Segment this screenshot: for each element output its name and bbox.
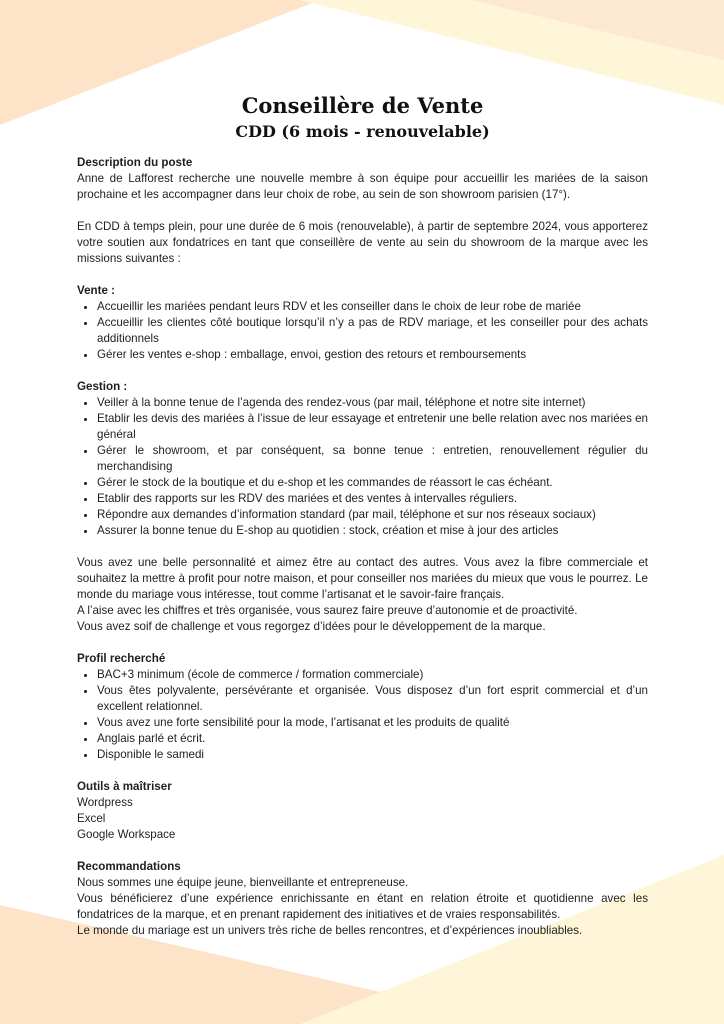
list-item: • BAC+3 minimum (école de commerce / formation commerciale) bbox=[97, 667, 648, 683]
personnalite-paragraph-1: Vous avez une belle personnalité et aimez être au contact des autres. Vous avez la fibre commerciale et souhaitez la mettre à profit pour notre maison, et pour conseiller nos mariées du mieux que vous le pourrez. Le monde du mariage vous intéresse, tout comme l’artisanat et le savoir-faire français. bbox=[77, 556, 648, 601]
outil-item: Google Workspace bbox=[77, 828, 176, 841]
list-item: • Répondre aux demandes d’information standard (par mail, téléphone et sur nos réseaux sociaux) bbox=[97, 507, 648, 523]
list-item: • Disponible le samedi bbox=[97, 747, 648, 763]
outils-heading: Outils à maîtriser bbox=[77, 780, 172, 793]
page-title: Conseillère de Vente bbox=[241, 93, 484, 118]
description-paragraph-1: Anne de Lafforest recherche une nouvelle membre à son équipe pour accueillir les mariées de la saison prochaine et les accompagner dans leur choix de robe, au sein de son showroom parisien (17°). bbox=[77, 172, 648, 201]
list-item: • Gérer les ventes e-shop : emballage, envoi, gestion des retours et remboursements bbox=[97, 347, 648, 363]
vente-list bbox=[77, 299, 648, 363]
personnalite-paragraph-3: Vous avez soif de challenge et vous regorgez d’idées pour le développement de la marque. bbox=[77, 620, 546, 633]
description-paragraph-2: En CDD à temps plein, pour une durée de 6 mois (renouvelable), à partir de septembre 2024, vous apporterez votre soutien aux fondatrices en tant que conseillère de vente au sein du showroom de la marque avec les missions suivantes : bbox=[77, 220, 648, 265]
personnalite-section bbox=[77, 555, 648, 635]
recommandations-heading: Recommandations bbox=[77, 860, 181, 873]
vente-section bbox=[77, 283, 648, 363]
recommandations-paragraph-2: Vous bénéficierez d’une expérience enrichissante en étant en relation étroite et quotidienne avec les fondatrices de la marque, et en prenant rapidement des initiatives et de vraies responsabilités. bbox=[77, 892, 648, 921]
list-item: • Accueillir les clientes côté boutique lorsqu’il n’y a pas de RDV mariage, et les conseiller pour des achats additionnels bbox=[97, 315, 648, 347]
list-item: • Vous êtes polyvalente, persévérante et organisée. Vous disposez d’un fort esprit commercial et d’un excellent relationnel. bbox=[97, 683, 648, 715]
profil-heading: Profil recherché bbox=[77, 652, 166, 665]
outil-item: Excel bbox=[77, 812, 106, 825]
gestion-section bbox=[77, 379, 648, 539]
profil-section bbox=[77, 651, 648, 763]
list-item: • Accueillir les mariées pendant leurs RDV et les conseiller dans le choix de leur robe de mariée bbox=[97, 299, 648, 315]
description-heading: Description du poste bbox=[77, 156, 193, 169]
outil-item: Wordpress bbox=[77, 796, 133, 809]
list-item: • Anglais parlé et écrit. bbox=[97, 731, 648, 747]
gestion-list bbox=[77, 395, 648, 539]
list-item: • Gérer le showroom, et par conséquent, sa bonne tenue : entretien, renouvellement régulier du merchandising bbox=[97, 443, 648, 475]
job-posting bbox=[77, 92, 648, 939]
recommandations-paragraph-3: Le monde du mariage est un univers très riche de belles rencontres, et d’expériences inoubliables. bbox=[77, 924, 583, 937]
profil-list bbox=[77, 667, 648, 763]
list-item: • Etablir les devis des mariées à l’issue de leur essayage et entretenir une belle relation avec nos mariées en général bbox=[97, 411, 648, 443]
recommandations-section bbox=[77, 859, 648, 939]
list-item: • Assurer la bonne tenue du E-shop au quotidien : stock, création et mise à jour des articles bbox=[97, 523, 648, 539]
page-subtitle: CDD (6 mois - renouvelable) bbox=[235, 122, 490, 141]
list-item: • Etablir des rapports sur les RDV des mariées et des ventes à intervalles réguliers. bbox=[97, 491, 648, 507]
gestion-heading: Gestion : bbox=[77, 380, 128, 393]
list-item: • Veiller à la bonne tenue de l’agenda des rendez-vous (par mail, téléphone et notre site internet) bbox=[97, 395, 648, 411]
recommandations-paragraph-1: Nous sommes une équipe jeune, bienveillante et entrepreneuse. bbox=[77, 876, 409, 889]
vente-heading: Vente : bbox=[77, 284, 116, 297]
description-section bbox=[77, 155, 648, 267]
outils-section bbox=[77, 779, 648, 843]
list-item: • Gérer le stock de la boutique et du e-shop et les commandes de réassort le cas échéant. bbox=[97, 475, 648, 491]
list-item: • Vous avez une forte sensibilité pour la mode, l’artisanat et les produits de qualité bbox=[97, 715, 648, 731]
personnalite-paragraph-2: A l’aise avec les chiffres et très organisée, vous saurez faire preuve d’autonomie et de proactivité. bbox=[77, 604, 578, 617]
